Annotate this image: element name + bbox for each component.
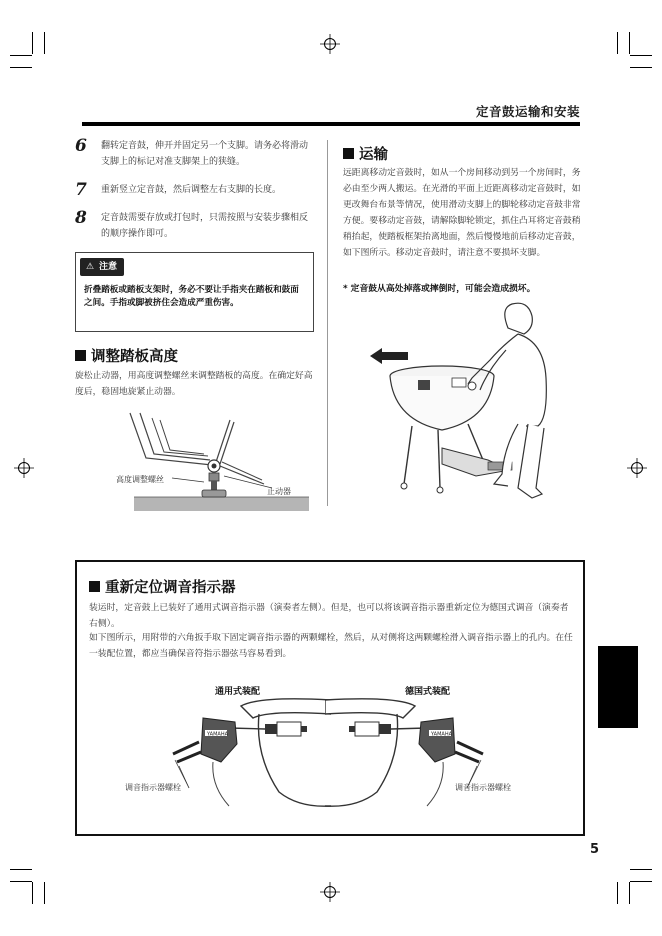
gauge-paragraph-1: 装运时，定音鼓上已装好了通用式调音指示器（演奏者左侧）。但是，也可以将该调音指示器重新定位为德国式调音（演奏者右侧）。 [89,603,569,629]
crop-mark [10,881,32,882]
registration-mark-icon [14,458,34,478]
crop-mark [617,32,618,54]
step-number: 6 [75,136,87,156]
chapter-side-tab [598,646,638,728]
crop-mark [32,32,33,54]
caution-text: 折叠踏板或踏板支架时，务必不要让手指夹在踏板和鼓面之间。手指或脚被挤住会造成严重伤害。 [84,285,299,308]
german-mount-label: 德国式装配 [405,687,451,697]
pedal-section-heading [75,345,178,366]
tuning-gauge-box [75,560,585,836]
crop-mark [630,869,652,870]
pedal-stopper-label: 止动器 [267,487,291,496]
general-mount-label: 通用式装配 [215,687,261,697]
brand-logo-text: YAMAHA [207,731,229,738]
crop-mark [629,32,630,54]
square-bullet-icon [89,581,100,592]
gauge-heading-text: 重新定位调音指示器 [105,580,236,596]
registration-mark-icon [320,34,340,54]
transport-section-heading [343,143,388,164]
square-bullet-icon [343,148,354,159]
crop-mark [10,55,32,56]
crop-mark [629,882,630,904]
caution-badge [80,258,124,276]
gauge-bolt-label-right: 调音指示器螺栓 [455,783,511,792]
gauge-paragraph-2: 如下图所示，用附带的六角扳手取下固定调音指示器的两颗螺栓，然后，从对侧将这两颗螺栓滑入调音指示器上的孔内。在任一装配位置，都应当确保音符指示器弦马容易看到。 [89,633,573,659]
caution-label: 注意 [99,262,118,272]
warning-triangle-icon: ⚠ [85,262,95,272]
crop-mark [44,882,45,904]
gauge-bolt-label-left: 调音指示器螺栓 [125,783,181,792]
step-item [75,182,315,198]
crop-mark [44,32,45,54]
column-divider [327,140,328,506]
step-item [75,210,315,242]
page-header-title: 定音鼓运输和安装 [475,104,580,119]
gauge-section-heading [89,576,236,597]
transport-heading-text: 运输 [359,147,388,163]
transport-paragraph: 远距离移动定音鼓时，如从一个房间移动到另一个房间时，务必由至少两人搬运。在光滑的平面上近距离移动定音鼓时，如更改舞台布景等情况，使用滑动支脚上的脚轮移动定音鼓非常方便。要移动定音鼓，请解除脚轮锁定，抓住凸耳将定音鼓稍稍抬起，使踏板框架抬离地面，然后慢慢地前后移动定音鼓，如下图所示。移动定音鼓时，请注意不要损坏支脚。 [343,168,581,258]
crop-mark [10,869,32,870]
square-bullet-icon [75,350,86,361]
pedal-heading-text: 调整踏板高度 [91,349,178,365]
crop-mark [32,882,33,904]
brand-logo-text: YAMAHA [431,731,453,738]
page-number: 5 [589,842,599,857]
pedal-adjustment-illustration [112,410,322,514]
header-rule [82,122,580,126]
crop-mark [630,67,652,68]
timpani-transport-illustration [368,298,568,510]
crop-mark [630,55,652,56]
pedal-screw-label: 高度调整螺丝 [116,475,164,484]
transport-warning: * 定音鼓从高处掉落或摔倒时，可能会造成损坏。 [343,284,536,294]
registration-mark-icon [627,458,647,478]
step-number: 7 [75,180,87,200]
crop-mark [10,67,32,68]
step-number: 8 [75,208,87,228]
step-text: 重新竖立定音鼓，然后调整左右支脚的长度。 [101,185,282,195]
registration-mark-icon [320,882,340,902]
caution-box [75,252,314,332]
crop-mark [617,882,618,904]
general-mount-illustration [169,696,331,808]
step-item [75,138,315,170]
pedal-paragraph: 旋松止动器，用高度调整螺丝来调整踏板的高度。在确定好高度后，稳固地旋紧止动器。 [75,371,313,397]
step-text: 定音鼓需要存放或打包时，只需按照与安装步骤相反的顺序操作即可。 [101,213,309,239]
step-text: 翻转定音鼓，伸开并固定另一个支脚。请务必将滑动支脚上的标记对准支脚架上的狭缝。 [101,141,309,167]
crop-mark [630,881,652,882]
